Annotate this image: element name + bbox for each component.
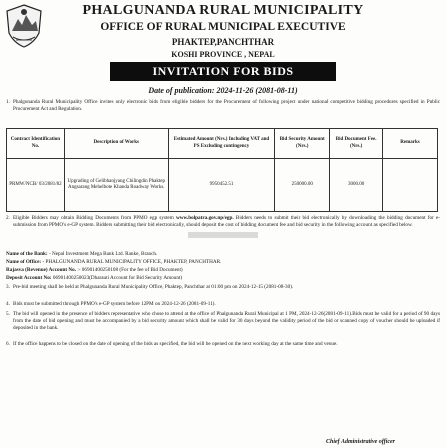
deposit-account-value: 06901400250023(Dharauti Account for Bid Security Amount)	[52, 275, 183, 281]
revenue-account-value: :- 06901400250108 (For the fee of Bid Document)	[77, 267, 183, 273]
office-name-value: - PHALGUNANDA RURAL MUNICIPALITY OFFICE, PHAKTEP, PANCHTHAR.	[42, 259, 222, 265]
deposit-account-label: Deposit Account No:	[6, 275, 52, 281]
revenue-account-label: Rajasva (Revenue) Account No.	[6, 267, 77, 273]
contract-id-cell: PRMW/NCB/ 03/2081/82	[7, 159, 65, 212]
para-number: 1.	[6, 99, 10, 105]
bidding-documents-paragraph	[13, 215, 440, 229]
province-name: KOSHI PROVINCE , NEPAL	[171, 50, 275, 59]
table-header-cell: Description of Works	[64, 129, 168, 159]
para-number: 6.	[6, 341, 10, 347]
estimate-cell: 9950452.51	[168, 159, 275, 212]
para-number: 4.	[6, 301, 10, 307]
office-name-line	[6, 259, 440, 266]
office-closure-paragraph: If the office happens to be closed on the date of opening of the bids as specified, the bid will be opened on the next working day at the same time and venue.	[13, 341, 338, 347]
municipality-title: PHALGUNANDA RURAL MUNICIPALITY	[82, 3, 364, 18]
table-header-cell: Bid Security Amount (Nrs.)	[275, 129, 330, 159]
bank-name-value: - Nepal Investment Mega Bank Ltd. Ranke, Branch.	[48, 251, 158, 257]
office-address: PHAKTEP,PANCHTHAR	[171, 37, 275, 47]
table-header-cell: Remarks	[383, 129, 438, 159]
bid-table	[6, 128, 438, 212]
fee-cell: 3000.00	[330, 159, 383, 212]
table-row	[7, 159, 438, 212]
intro-paragraph: Phalgunanda Rural Municipality Office invites only electronic bids from eligible bidders for the Procurement of following project under national competitive bidding procedures specified in Public Procurement Act and Regulation.	[13, 99, 440, 113]
remarks-cell	[383, 159, 438, 212]
para-number: 2.	[6, 215, 10, 221]
revenue-account-line	[6, 267, 440, 274]
table-header-cell: Estimated Amount (Nrs.) Including VAT and PS Excluding contingency	[168, 129, 275, 159]
submission-deadline-paragraph: Bids must be submitted through PPMO's e-GP system before 12PM on 2024-12-26 (2081-09-11).	[13, 301, 216, 307]
para-number: 3.	[6, 284, 10, 290]
table-header-row	[7, 129, 438, 159]
signature-title: Chief Administrative officer	[326, 439, 395, 445]
table-header-cell: Bid Document Fee.(Nrs.)	[330, 129, 383, 159]
invitation-banner: INVITATION FOR BIDS	[110, 62, 336, 81]
table-header-cell: Contract Identification No.	[7, 129, 65, 159]
publication-date: Date of publication: 2024-11-26 (2081-08-11)	[148, 86, 298, 95]
bank-name-label: Name of the Bank:	[6, 251, 48, 257]
bid-opening-paragraph: The bid will opened in the presence of bidders representative who chose to attend at the office of Phalgunanda Rural Municipal at 1 PM, 2024-12-26(2081-09-11).Bids must be valid for a period of 90 days from the date of bid opening and must be accompanied by a bid security amount which shall be valid for 30 days beyond the validity period of the bid or scanned copy of voucher should be uploaded if deposited in the bank.	[13, 311, 440, 332]
para2-text-b: Bidders needs to submit their bid electronically by downloading the bidding document for e-submission from PPMO's e-GP system. Bidders submitting their bid electronically, should deposit the cost of bidding document fee and bid security in the following account as specified below.	[13, 215, 441, 229]
deposit-account-line	[6, 275, 440, 282]
prebid-meeting-paragraph: Pre-bid meeting shall be held at Phalgunanda Rural Municipality Office, Phaktep, Panchthar at 01:00 pm on 2024-12-15 (2081-08-30).	[13, 284, 294, 290]
para2-text-a: Eligible Bidders may obtain Bidding Documents from PPMO egp system	[13, 215, 174, 221]
description-cell: Upgrading of Gelibhanjyang Chilingdin Phaktep Angsarang Mehelbote Khanda Roadway Works.	[64, 159, 168, 212]
para-number: 5.	[6, 311, 10, 317]
stamp-mark	[188, 232, 258, 238]
bank-name-line	[6, 251, 440, 258]
security-cell: 250000.00	[275, 159, 330, 212]
egp-link[interactable]: www.bolpatra.gov.np/egp.	[176, 215, 234, 221]
office-name-label: Name of Office:	[6, 259, 42, 265]
office-title: OFFICE OF RURAL MUNICIPAL EXECUTIVE	[100, 21, 346, 33]
